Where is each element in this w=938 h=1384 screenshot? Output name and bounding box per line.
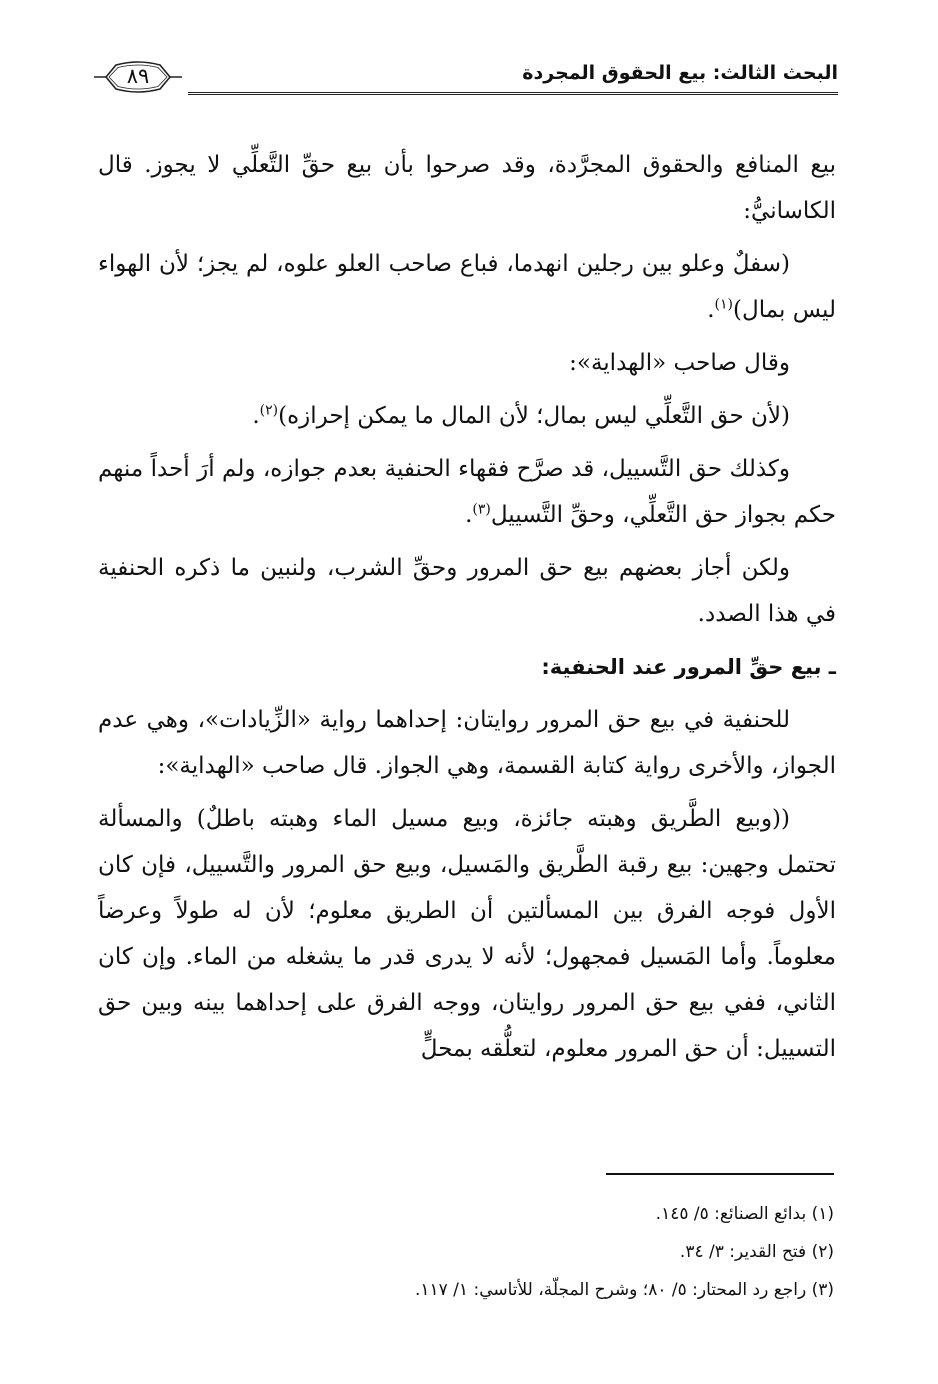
page-header (92, 58, 838, 98)
main-text (98, 142, 836, 1079)
footnote-ref: (٢) (259, 402, 279, 419)
page-number-frame (92, 58, 184, 96)
paragraph: وقال صاحب «الهداية»: (569, 350, 790, 376)
footnote: (٣) راجع رد المحتار: ٥/ ٨٠؛ وشرح المجلّة، للأتاسي: ١/ ١١٧. (414, 1280, 834, 1300)
footnote-ref: (٣) (472, 501, 491, 518)
quote-paragraph: (لأن حق التَّعلِّي ليس بمال؛ لأن المال ما يمكن إحرازه)$^{(٢)}$. (252, 402, 790, 429)
footnote-ref: (١) (714, 296, 734, 313)
paragraph: بيع المنافع والحقوق المجرَّدة، وقد صرحوا بأن بيع حقِّ التَّعلِّي لا يجوز. قال الكاسانيُّ: (98, 152, 836, 224)
paragraph: للحنفية في بيع حق المرور روايتان: إحداهما رواية «الزِّيادات»، وهي عدم الجواز، والأخرى رواية كتابة القسمة، وهي الجواز. قال صاحب «الهداية»: (98, 707, 836, 779)
paragraph: ولكن أجاز بعضهم بيع حق المرور وحقِّ الشرب، ولنبين ما ذكره الحنفية في هذا الصدد. (98, 555, 836, 627)
section-heading: ـ بيع حقِّ المرور عند الحنفية: (541, 655, 836, 679)
footnote: (٢) فتح القدير: ٣/ ٣٤. (679, 1242, 834, 1262)
header-rule (188, 92, 838, 95)
running-title: البحث الثالث: بيع الحقوق المجردة (522, 62, 838, 84)
quote-paragraph: (سفلٌ وعلو بين رجلين انهدما، فباع صاحب العلو علوه، لم يجز؛ لأن الهواء ليس بمال)$^{(١)}$. (98, 251, 836, 323)
paragraph: وكذلك حق التَّسييل، قد صرَّح فقهاء الحنفية بعدم جوازه، ولم أرَ أحداً منهم حكم بجواز حق التَّعلِّي، وحقِّ التَّسييل$^{(٣)}$. (98, 456, 836, 528)
footnote-separator (606, 1173, 834, 1175)
page-number: ٨٩ (126, 64, 150, 88)
footnotes (100, 1195, 834, 1309)
quote-paragraph: ((وبيع الطَّريق وهبته جائزة، وبيع مسيل الماء وهبته باطلٌ) والمسألة تحتمل وجهين: بيع رقبة الطَّريق والمَسيل، وبيع حق المرور والتَّسييل، فإن كان الأول فوجه الفرق بين المسألتين أن الطريق معلوم؛ لأن له طولاً وعرضاً معلوماً. وأما المَسيل فمجهول؛ لأنه لا يدرى قدر ما يشغله من الماء. وإن كان الثاني، ففي بيع حق المرور روايتان، ووجه الفرق على إحداهما بينه وبين حق التسييل: أن حق المرور معلوم، لتعلُّقه بمحلٍّ (98, 806, 836, 1062)
footnote: (١) بدائع الصنائع: ٥/ ١٤٥. (655, 1204, 834, 1224)
